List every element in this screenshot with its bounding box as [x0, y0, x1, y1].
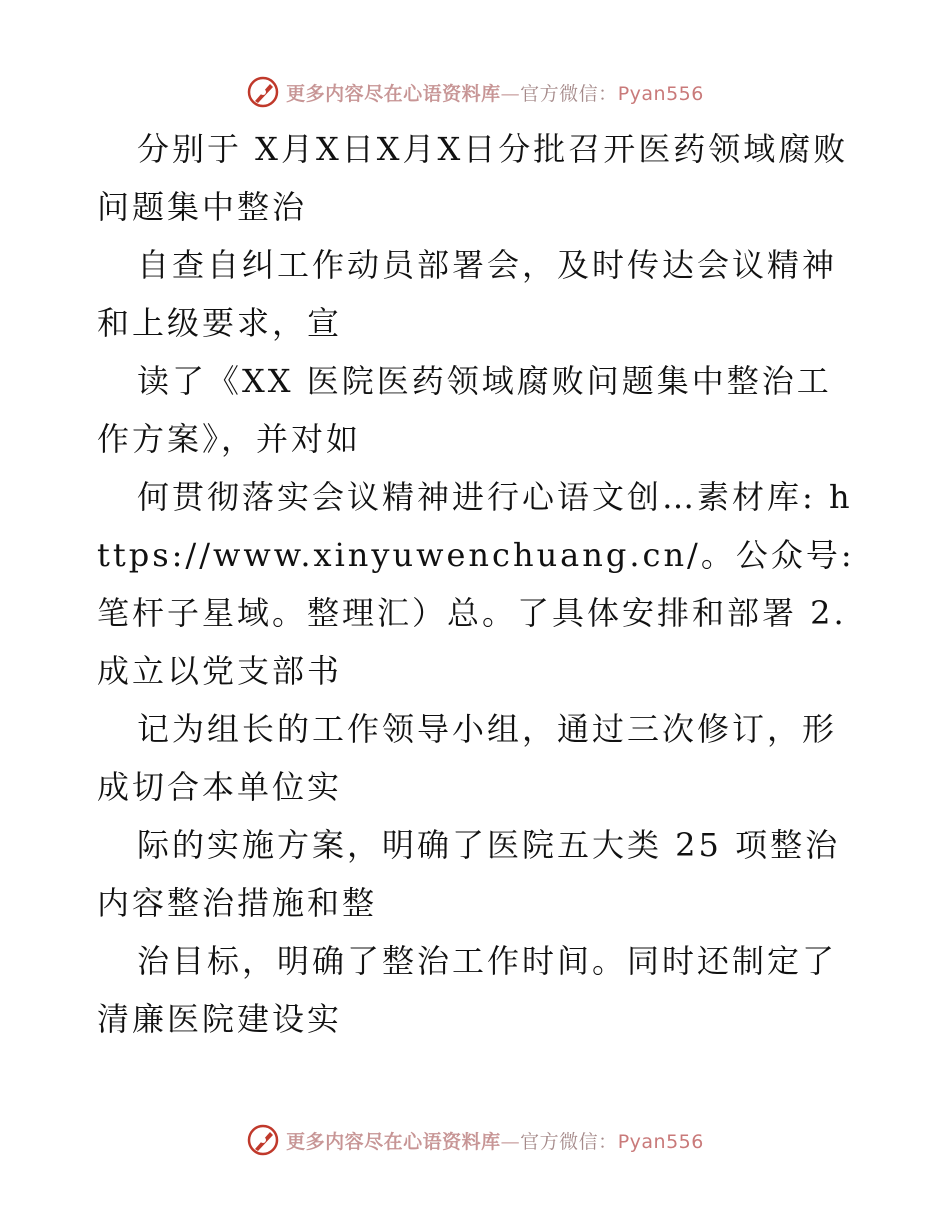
- watermark-label: 官方微信：: [520, 1130, 618, 1153]
- footer-watermark: [0, 1120, 950, 1160]
- paragraph-6: 际的实施方案，明确了医院五大类 25 项整治内容整治措施和整: [97, 826, 841, 922]
- watermark-text: [286, 1127, 704, 1154]
- watermark-label: 官方微信：: [520, 82, 618, 105]
- watermark-id: Pyan556: [617, 82, 704, 105]
- paragraph-1: 分别于 X月X日X月X日分批召开医药领域腐败问题集中整治: [97, 130, 849, 226]
- watermark-main: 更多内容尽在心语资料库: [286, 82, 501, 105]
- pen-logo-icon: [246, 75, 280, 109]
- document-body: [97, 120, 857, 1048]
- watermark-text: [286, 79, 704, 106]
- watermark-separator: —: [500, 1130, 521, 1153]
- header-watermark: [0, 72, 950, 112]
- watermark-id: Pyan556: [617, 1130, 704, 1153]
- paragraph-2: 自查自纠工作动员部署会，及时传达会议精神和上级要求，宣: [97, 246, 838, 342]
- paragraph-5: 记为组长的工作领导小组，通过三次修订，形成切合本单位实: [97, 710, 838, 806]
- pen-logo-icon: [246, 1123, 280, 1157]
- watermark-main: 更多内容尽在心语资料库: [286, 1130, 501, 1153]
- paragraph-4: 何贯彻落实会议精神进行心语文创…素材库: https://www.xinyuwenchuang.cn/。公众号: 笔杆子星域。整理汇）总。了具体安排和部署 2.成立以党支部书: [97, 478, 855, 690]
- paragraph-3: 读了《XX 医院医药领域腐败问题集中整治工作方案》，并对如: [97, 362, 832, 458]
- watermark-separator: —: [500, 82, 521, 105]
- paragraph-7: 治目标，明确了整治工作时间。同时还制定了清廉医院建设实: [97, 942, 838, 1038]
